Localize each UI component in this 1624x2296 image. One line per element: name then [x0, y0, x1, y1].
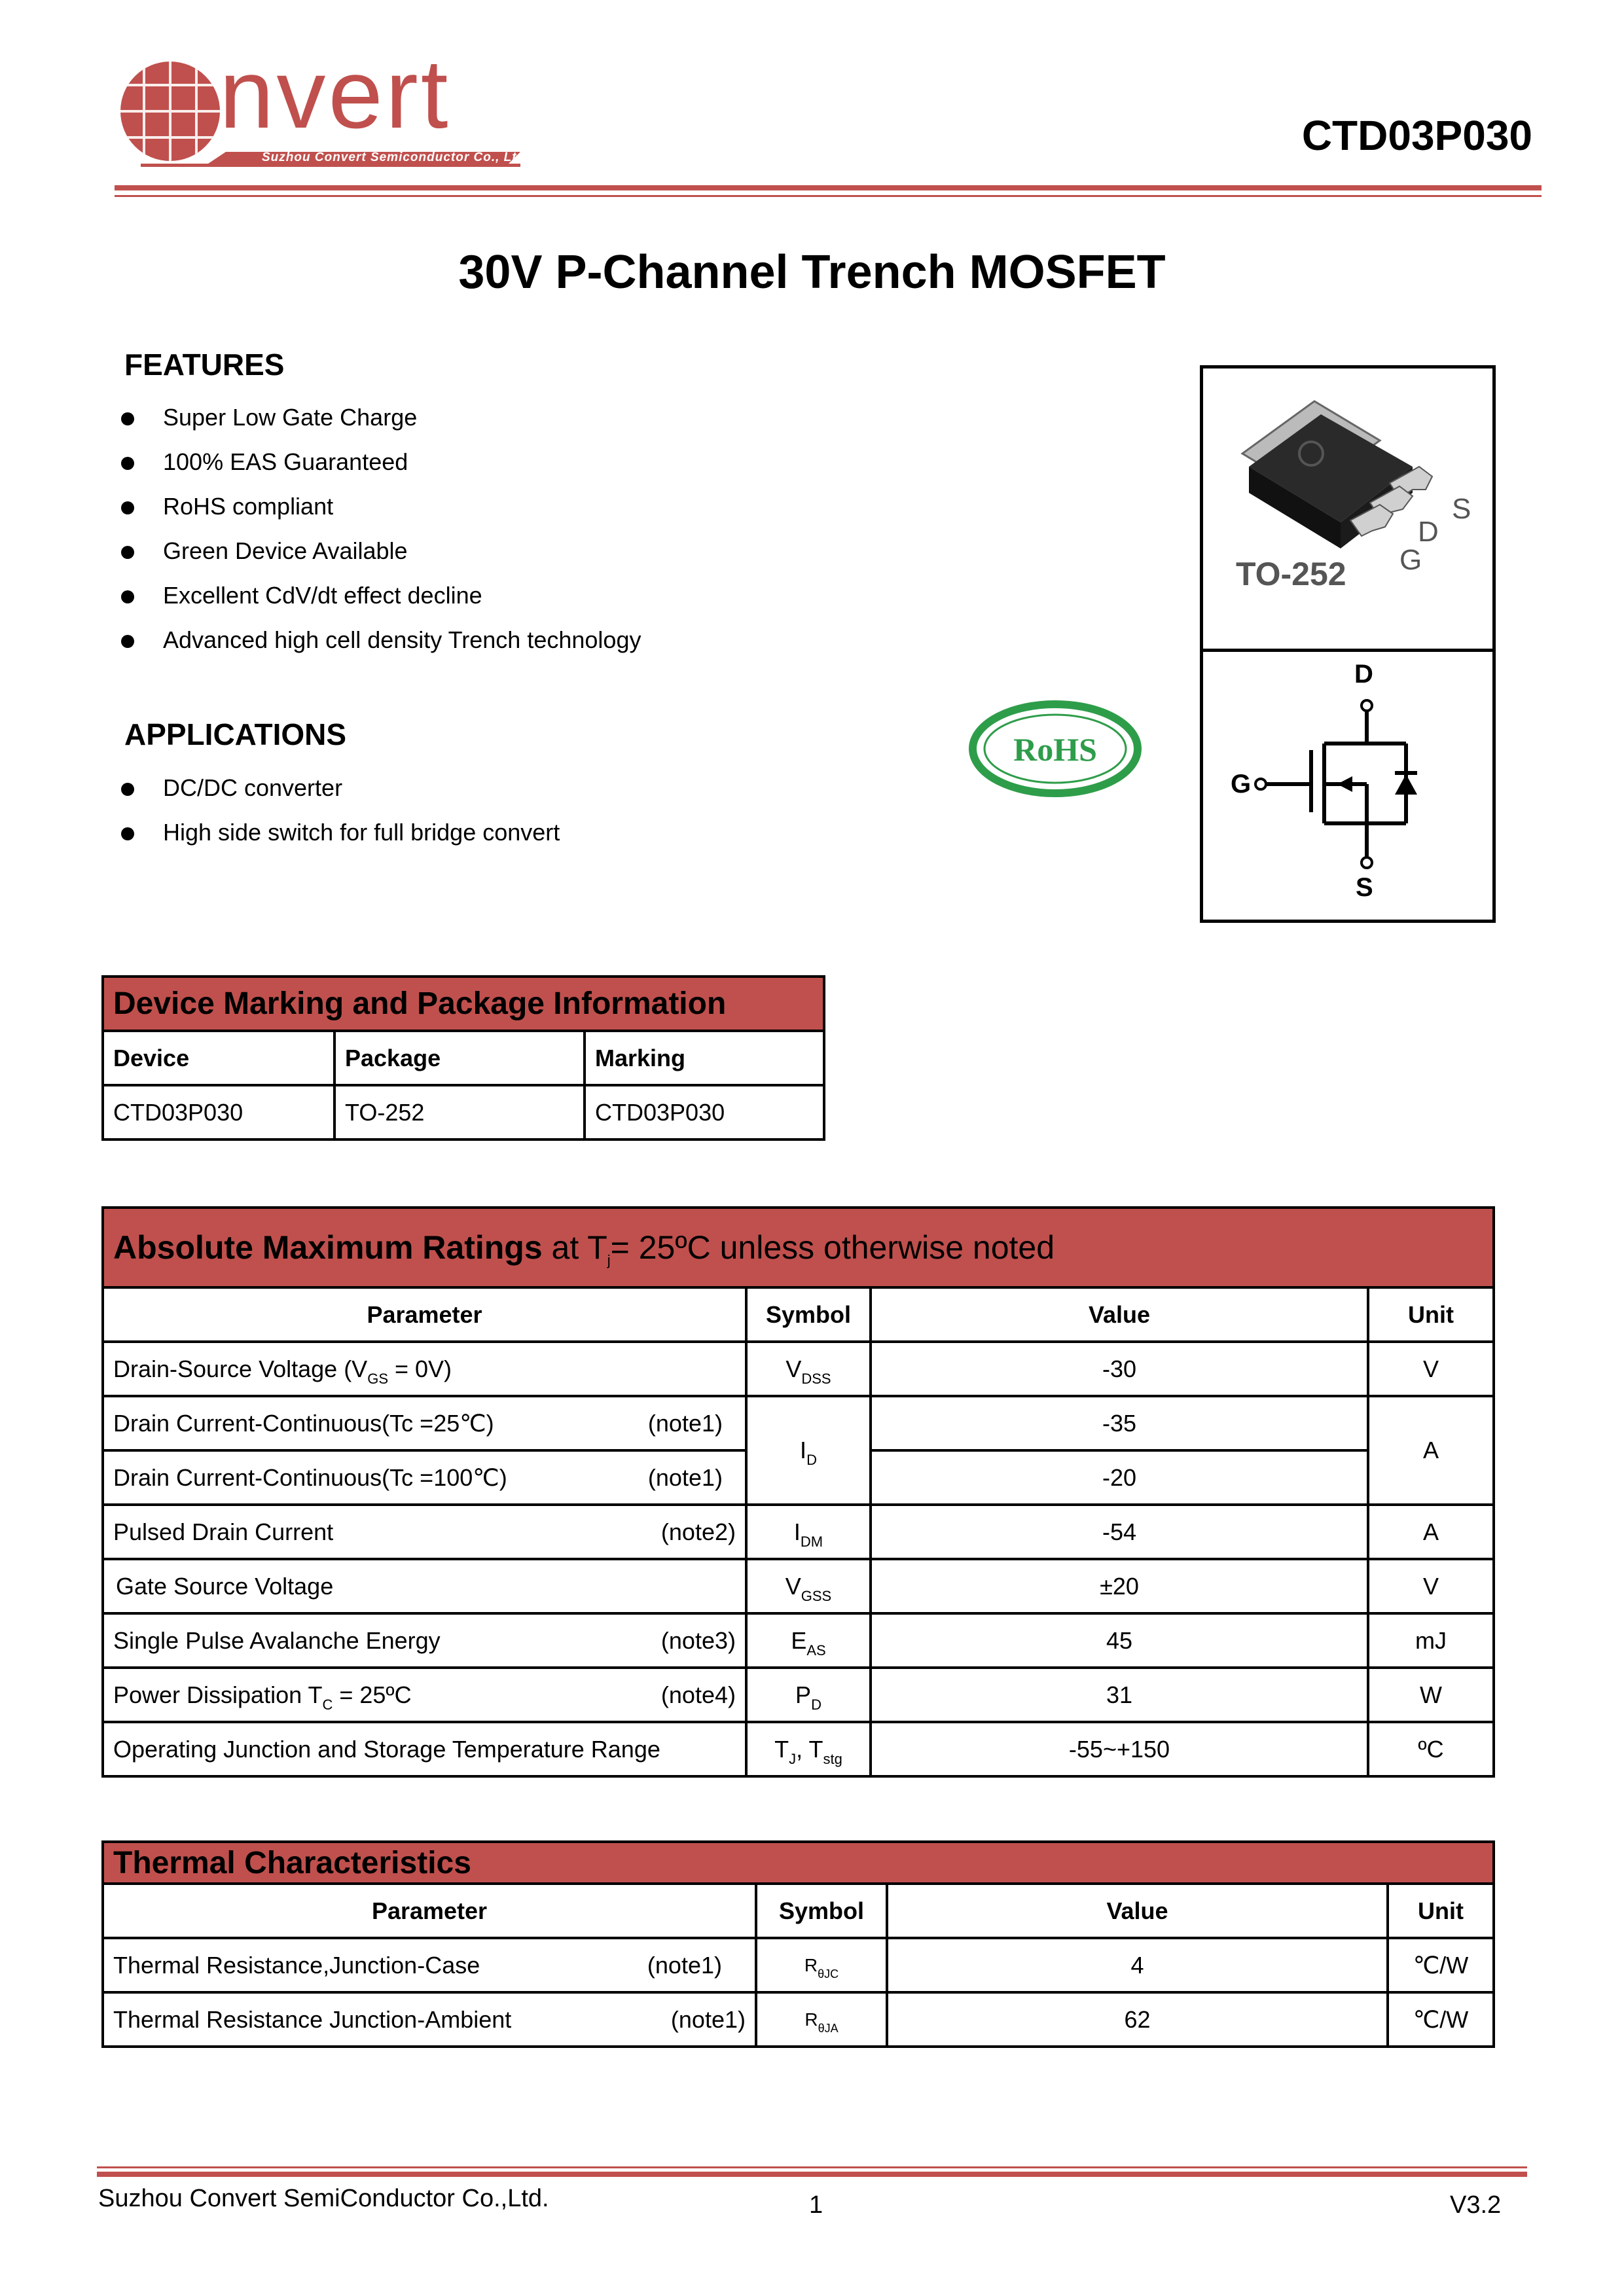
- table-row: Thermal Resistance,Junction-Case (note1) $R_{\theta JC}$ 4 ℃/W: [103, 1938, 1494, 1992]
- schematic-label-gate: G: [1231, 770, 1252, 798]
- pin-label-d: D: [1418, 516, 1439, 548]
- thermal-table: [101, 1840, 1495, 2048]
- list-item: Advanced high cell density Trench technology: [121, 618, 641, 662]
- table-row: Power Dissipation $T_C$ = 25ºC (note4) $P_D$ 31 W: [103, 1668, 1494, 1722]
- table-row: Single Pulse Avalanche Energy (note3) $E_{AS}$ 45 mJ: [103, 1613, 1494, 1668]
- bullet-icon: [121, 501, 134, 514]
- list-item: Excellent CdV/dt effect decline: [121, 573, 641, 618]
- bullet-icon: [121, 590, 134, 603]
- header-rule-thin: [115, 195, 1542, 197]
- list-item: Green Device Available: [121, 529, 641, 573]
- list-item: RoHS compliant: [121, 484, 641, 529]
- bullet-icon: [121, 546, 134, 559]
- to252-package-icon: [1203, 368, 1492, 649]
- marking-table: [101, 975, 825, 1141]
- package-figure-box: [1200, 365, 1496, 923]
- table-row: Thermal Resistance Junction-Ambient (note1) $R_{\theta JA}$ 62 ℃/W: [103, 1992, 1494, 2047]
- footer-company: Suzhou Convert SemiConductor Co.,Ltd.: [98, 2185, 549, 2212]
- bullet-icon: [121, 412, 134, 425]
- list-item: Super Low Gate Charge: [121, 395, 641, 440]
- bullet-icon: [121, 827, 134, 840]
- schematic-label-source: S: [1356, 873, 1373, 902]
- schematic-label-drain: D: [1354, 660, 1373, 689]
- company-logo: [115, 39, 533, 171]
- footer-version: V3.2: [1450, 2191, 1502, 2219]
- logo-subtitle: Suzhou Convert Semiconductor Co., Ltd.: [262, 151, 530, 164]
- list-item: 100% EAS Guaranteed: [121, 440, 641, 484]
- bullet-icon: [121, 635, 134, 648]
- pin-label-s: S: [1452, 493, 1471, 525]
- table-row: Drain Current-Continuous(Tc =25℃) (note1) $I_D$ -35 A: [103, 1396, 1494, 1450]
- table-row: Gate Source Voltage $V_{GSS}$ ±20 V: [103, 1559, 1494, 1613]
- table-row: Operating Junction and Storage Temperature Range $T_J$, $T_{stg}$ -55~+150 ºC: [103, 1722, 1494, 1776]
- footer-rule-thick: [97, 2172, 1527, 2177]
- marking-table-title: Device Marking and Package Information: [103, 977, 824, 1031]
- document-title: 30V P-Channel Trench MOSFET: [458, 246, 1166, 298]
- rohs-text: RoHS: [1013, 731, 1097, 768]
- abs-max-title: Absolute Maximum Ratings at $T_j=$ 25ºC unless otherwise noted: [103, 1208, 1494, 1287]
- table-row: Device Package Marking: [103, 1031, 824, 1085]
- table-row: Parameter Symbol Value Unit: [103, 1287, 1494, 1342]
- footer-page-number: 1: [809, 2191, 823, 2219]
- package-image: [1203, 368, 1492, 652]
- package-label: TO-252: [1236, 556, 1346, 592]
- bullet-icon: [121, 783, 134, 796]
- mosfet-schematic: [1203, 652, 1492, 920]
- table-row: Drain-Source Voltage $(V_{GS} = 0V)$ $V_{DSS}$ -30 V: [103, 1342, 1494, 1396]
- thermal-title: Thermal Characteristics: [103, 1842, 1494, 1884]
- header-rule-thick: [115, 185, 1542, 190]
- list-item: DC/DC converter: [121, 766, 560, 810]
- table-row: Drain Current-Continuous(Tc =100℃) (note1) -20: [103, 1450, 1494, 1505]
- table-row: Pulsed Drain Current (note2) $I_{DM}$ -54 A: [103, 1505, 1494, 1559]
- logo-wordmark: nvert: [219, 39, 451, 149]
- pin-label-g: G: [1399, 544, 1422, 576]
- list-item: High side switch for full bridge convert: [121, 810, 560, 855]
- table-row: Parameter Symbol Value Unit: [103, 1884, 1494, 1938]
- rohs-logo: [967, 699, 1143, 798]
- abs-max-table: [101, 1206, 1495, 1778]
- features-heading: FEATURES: [124, 348, 285, 382]
- applications-list: [121, 766, 560, 855]
- table-row: CTD03P030 TO-252 CTD03P030: [103, 1085, 824, 1139]
- footer-rule-thin: [97, 2166, 1527, 2168]
- features-list: [121, 395, 641, 662]
- part-number-header: CTD03P030: [1301, 112, 1532, 159]
- applications-heading: APPLICATIONS: [124, 717, 347, 751]
- bullet-icon: [121, 457, 134, 470]
